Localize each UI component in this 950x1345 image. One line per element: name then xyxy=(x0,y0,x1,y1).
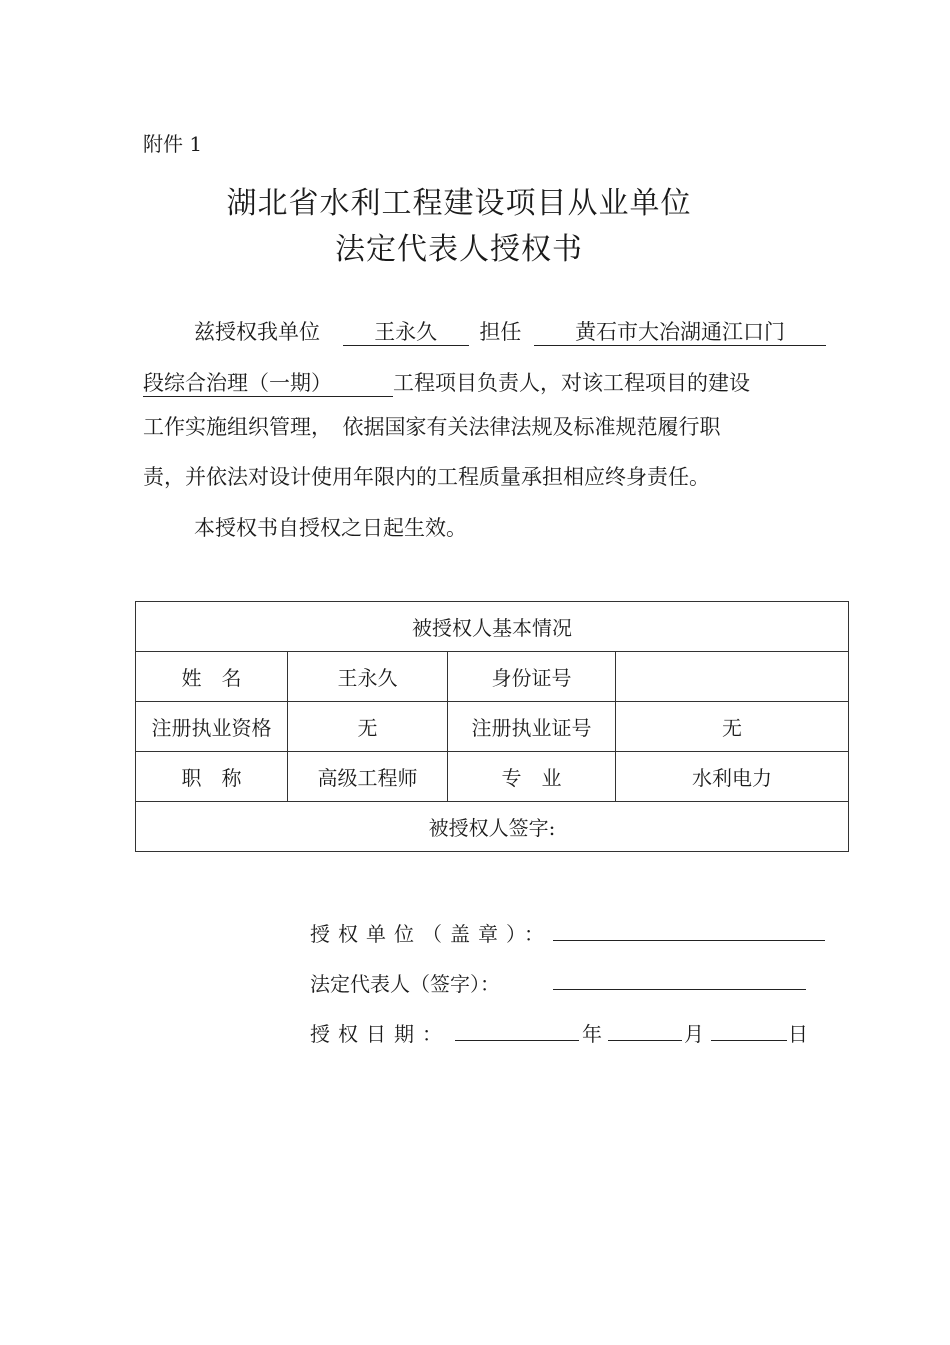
month-label: 月 xyxy=(684,1022,704,1046)
paragraph-line2 xyxy=(143,367,750,397)
table-row xyxy=(136,702,849,752)
paragraph-line2-rest: 工程项目负责人，对该工程项目的建设 xyxy=(393,371,750,395)
authorizing-unit-label: 授权单位（盖章）： xyxy=(310,922,552,946)
id-number-label: 身份证号 xyxy=(448,652,616,702)
specialty-label: 专 业 xyxy=(448,752,616,802)
table-row xyxy=(136,652,849,702)
document-title-line2: 法定代表人授权书 xyxy=(335,232,583,267)
intro-text: 兹授权我单位 xyxy=(194,320,320,344)
authorized-person-table xyxy=(135,601,849,852)
table-row xyxy=(136,752,849,802)
effective-statement: 本授权书自授权之日起生效。 xyxy=(194,516,467,540)
legal-rep-label: 法定代表人（签字）： xyxy=(310,972,500,996)
year-label: 年 xyxy=(582,1022,602,1046)
paragraph-line1 xyxy=(194,316,826,346)
authorization-date-label: 授权日期： xyxy=(310,1022,450,1046)
id-number-value xyxy=(616,652,849,702)
legal-rep-line xyxy=(553,989,806,990)
attachment-label: 附件 1 xyxy=(143,132,203,156)
title-value: 高级工程师 xyxy=(288,752,448,802)
registration-qualification-value: 无 xyxy=(288,702,448,752)
role-prefix: 担任 xyxy=(479,320,522,344)
project-name-part1: 黄石市大冶湖通江口门 xyxy=(534,319,826,346)
document-title-line1: 湖北省水利工程建设项目从业单位 xyxy=(226,186,692,221)
registration-certificate-label: 注册执业证号 xyxy=(448,702,616,752)
name-value: 王永久 xyxy=(288,652,448,702)
project-name-part2: 段综合治理（一期） xyxy=(143,370,393,397)
paragraph-line4: 责，并依法对设计使用年限内的工程质量承担相应终身责任。 xyxy=(143,465,710,489)
signature-cell: 被授权人签字: xyxy=(136,802,849,852)
specialty-value: 水利电力 xyxy=(616,752,849,802)
registration-qualification-label: 注册执业资格 xyxy=(136,702,288,752)
registration-certificate-value: 无 xyxy=(616,702,849,752)
day-line xyxy=(711,1040,787,1041)
name-label: 姓 名 xyxy=(136,652,288,702)
title-label: 职 称 xyxy=(136,752,288,802)
paragraph-line3: 工作实施组织管理， 依据国家有关法律法规及标准规范履行职 xyxy=(143,415,721,439)
year-line xyxy=(455,1040,579,1041)
authorized-person-name: 王永久 xyxy=(343,319,469,346)
day-label: 日 xyxy=(788,1022,808,1046)
authorizing-unit-line xyxy=(553,940,825,941)
table-heading: 被授权人基本情况 xyxy=(136,602,849,652)
month-line xyxy=(608,1040,682,1041)
